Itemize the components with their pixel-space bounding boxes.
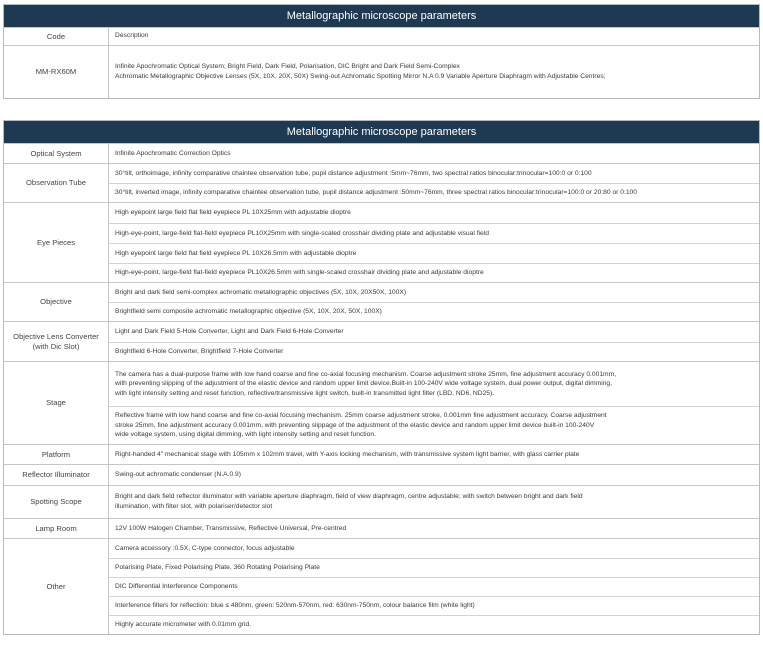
value-line: 30°tilt, orthoimage, infinity comparative chaintee observation tube, pupil distance adjustment :5mm~76mm, two spectral ratios binocular:trinocular=100:0 or 0:100 — [115, 169, 592, 177]
parameter-value — [109, 223, 759, 243]
parameter-label: Objective Lens Converter (with Dic Slot) — [4, 322, 109, 361]
summary-table — [3, 4, 760, 99]
parameter-value — [109, 302, 759, 321]
parameter-label: Observation Tube — [4, 164, 109, 202]
parameter-label: Eye Pieces — [4, 203, 109, 282]
parameter-value — [109, 362, 759, 406]
value-line: Bright and dark field reflector illuminator with variable aperture diaphragm, field of view diaphragm, centre adjustable; with switch between bright and dark field — [115, 493, 583, 501]
value-line: Right-handed 4" mechanical stage with 105mm x 102mm travel, with Y-axis locking mechanism, with transmissive system light barrier, with glass carrier plate — [115, 450, 580, 458]
parameter-value — [109, 144, 759, 163]
parameter-row — [4, 143, 759, 163]
parameter-row — [4, 321, 759, 361]
parameter-value — [109, 596, 759, 615]
description-column-header: Description — [115, 32, 149, 40]
value-line: with light intensity setting and reset function, reflective/transmissive light switch, built-in transmitted light filter (LBD, ND6, ND25). — [115, 389, 495, 397]
parameter-value — [109, 183, 759, 202]
parameter-value — [109, 243, 759, 263]
model-description — [109, 46, 759, 97]
value-line: High eyepoint large field flat field eyepiece PL 10X25mm with adjustable dioptre — [115, 209, 351, 217]
parameters-table — [3, 120, 760, 635]
parameter-value — [109, 486, 759, 518]
value-line: stroke 25mm, fine adjustment accuracy 0.001mm, with preventing slippage of the adjustment of the elastic device and random upper limit device built-in 100-240V — [115, 421, 595, 429]
parameter-row — [4, 282, 759, 321]
value-line: Camera accessory :0.5X, C-type connector, focus adjustable — [115, 544, 295, 552]
value-line: wide voltage system, using digital dimming, with light intensity setting and reset function. — [115, 431, 376, 439]
parameter-row — [4, 163, 759, 202]
value-line: The camera has a dual-purpose frame with low hand coarse and fine co-axial focusing mechanism. Coarse adjustment stroke 25mm, fine adjustment accuracy 0.001mm, — [115, 370, 617, 378]
parameter-label: Platform — [4, 445, 109, 464]
value-line: Brightfield 6-Hole Converter, Brightfield 7-Hole Converter — [115, 348, 284, 356]
value-line: Light and Dark Field 5-Hole Converter, Light and Dark Field 6-Hole Converter — [115, 328, 344, 336]
value-line: Swing-out achromatic condenser (N.A.0.9) — [115, 471, 242, 479]
parameter-label: Optical System — [4, 144, 109, 163]
value-line: Interference filters for reflection: blue ≤ 480nm, green: 520nm-570nm, red: 630nm-750nm, colour balance film (white light) — [115, 602, 475, 610]
parameter-value — [109, 445, 759, 464]
parameter-value — [109, 577, 759, 596]
parameter-label: Objective — [4, 283, 109, 321]
value-line: with preventing slipping of the adjustment of the elastic device and random upper limit device.Built-in 100-240V wide voltage system, dual power output, digital dimming, — [115, 380, 613, 388]
code-column-header: Code — [4, 28, 109, 45]
summary-table-title: Metallographic microscope parameters — [4, 5, 759, 27]
value-line: Infinite Apochromatic Correction Optics — [115, 149, 231, 157]
parameter-value — [109, 558, 759, 577]
value-line: illumination, with filter slot, with polariser/detector slot — [115, 503, 273, 510]
value-line: Brightfield semi composite achromatic metallographic objective (5X, 10X, 20X, 50X, 100X) — [115, 308, 382, 316]
parameter-value — [109, 283, 759, 302]
value-line: High eyepoint large field flat field eyepiece PL 10X26.5mm with adjustable dioptre — [115, 249, 357, 257]
parameter-row — [4, 464, 759, 485]
parameter-label: Reflector Illuminator — [4, 465, 109, 485]
value-line: High-eye-point, large-field flat-field eyepiece PL10X25mm with single-scaled crosshair dividing plate and adjustable visual field — [115, 229, 489, 237]
parameter-value — [109, 539, 759, 558]
parameter-value — [109, 322, 759, 342]
value-line: High-eye-point, large-field flat-field eyepiece PL10X26.5mm with single-scaled crosshair dividing plate and adjustable dioptre — [115, 269, 484, 277]
parameter-row — [4, 361, 759, 444]
value-line: Highly accurate micrometer with 0.01mm grid. — [115, 621, 252, 629]
description-line: Achromatic Metallographic Objective Lenses (5X, 10X, 20X, 50X) Swing-out Achromatic Spotting Mirror N.A 0.9 Variable Aperture Diaphragm with Adjustable Centres; — [115, 72, 606, 80]
parameter-value — [109, 519, 759, 538]
parameter-value — [109, 615, 759, 634]
parameter-row — [4, 485, 759, 518]
parameter-value — [109, 164, 759, 183]
parameter-label: Stage — [4, 362, 109, 444]
parameter-label: Other — [4, 539, 109, 634]
value-line: Reflective frame with low hand coarse and fine co-axial focusing mechanism. 25mm coarse adjustment stroke, 0.001mm fine adjustment accuracy. Coarse adjustment — [115, 412, 607, 420]
parameter-label: Spotting Scope — [4, 486, 109, 518]
description-line: Infinite Apochromatic Optical System; Bright Field, Dark Field, Polarisation, DIC Bright and Dark Field Semi-Complex — [115, 62, 460, 70]
parameter-row — [4, 538, 759, 634]
parameter-value — [109, 465, 759, 485]
parameter-value — [109, 203, 759, 223]
model-code: MM-RX60M — [4, 46, 109, 98]
value-line: 12V 100W Halogen Chamber, Transmissive, Reflective Universal, Pre-centred — [115, 524, 347, 532]
parameters-table-title: Metallographic microscope parameters — [4, 121, 759, 143]
parameter-value — [109, 263, 759, 282]
parameter-value — [109, 342, 759, 361]
parameter-label: Lamp Room — [4, 519, 109, 538]
parameter-row — [4, 444, 759, 464]
parameter-row — [4, 518, 759, 538]
parameter-value — [109, 406, 759, 444]
value-line: DIC Differential Interference Components — [115, 583, 238, 591]
parameter-row — [4, 202, 759, 282]
value-line: 30°tilt, inverted image, infinity comparative chaintee observation tube, pupil distance adjustment :50mm~76mm, three spectral ratios binocular:trinocular=100:0 or 20:80 or 0:100 — [115, 189, 637, 197]
value-line: Polarising Plate, Fixed Polarising Plate, 360 Rotating Polarising Plate — [115, 564, 320, 572]
value-line: Bright and dark field semi-complex achromatic metallographic objectives (5X, 10X, 20X50X, 100X) — [115, 288, 407, 296]
